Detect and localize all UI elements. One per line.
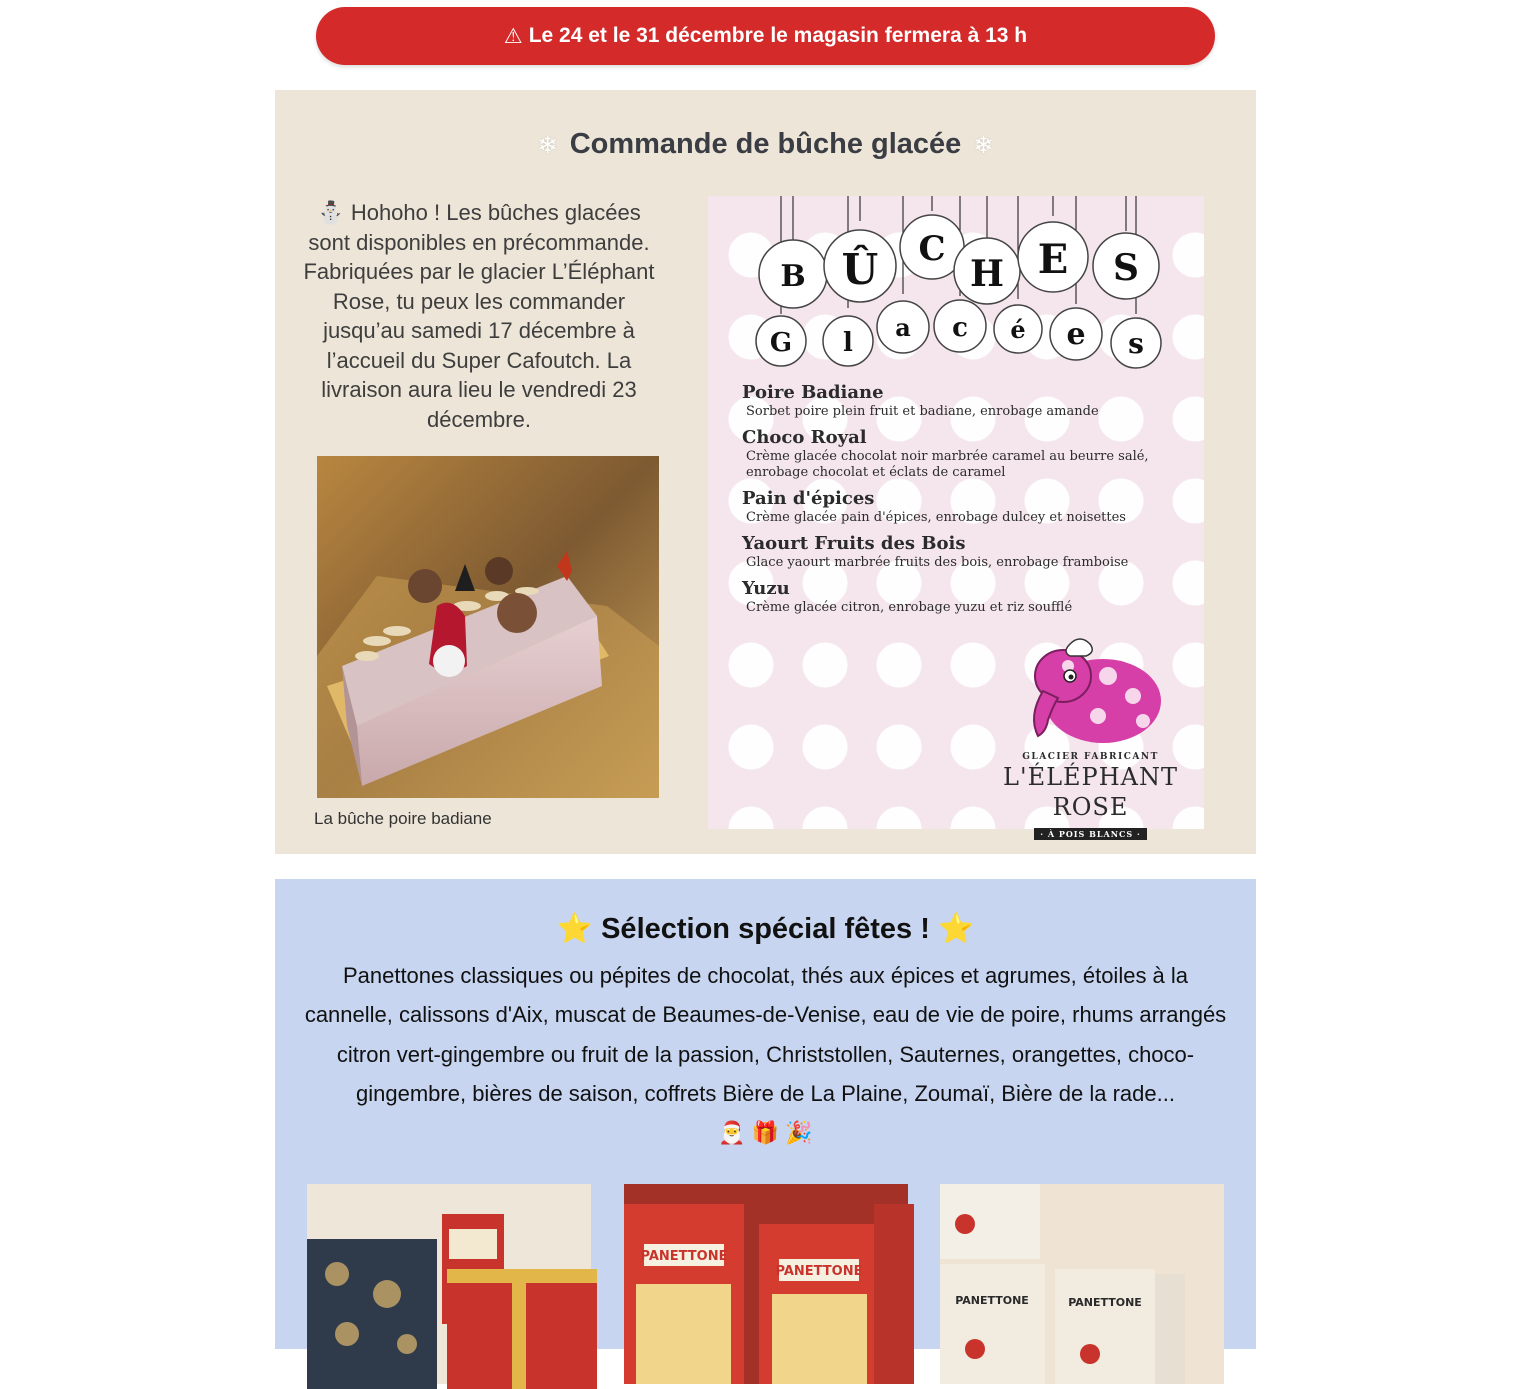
snowflake-icon: ❄ [973, 132, 994, 159]
buche-title-text: Commande de bûche glacée [569, 128, 962, 160]
fetes-description [297, 956, 1234, 1152]
menu-item-name: Poire Badiane [742, 382, 884, 403]
panettone-red-image [624, 1184, 908, 1384]
menu-list [742, 382, 1182, 623]
star-icon: ⭐ [556, 913, 594, 945]
buche-photo [317, 456, 659, 798]
menu-item-desc: Glace yaourt marbrée fruits des bois, enrobage framboise [746, 555, 1129, 570]
svg-text:H: H [969, 253, 1005, 295]
festive-emojis-icon: 🎅 🎁 🎉 [718, 1120, 813, 1146]
buche-section [275, 90, 1256, 854]
svg-text:PANETTONE: PANETTONE [775, 1264, 863, 1279]
menu-item-desc: Sorbet poire plein fruit et badiane, enrobage amande [746, 404, 1099, 419]
buche-description [297, 198, 661, 434]
svg-text:l: l [843, 328, 853, 358]
panettone-gift-image [307, 1184, 591, 1384]
buche-description-text: Hohoho ! Les bûches glacées sont disponibles en précommande. Fabriquées par le glacier L’Éléphant Rose, tu peux les commander jusqu’au samedi 17 décembre à l’accueil du Super Cafoutch. La livraison aura lieu le vendredi 23 décembre. [303, 200, 655, 432]
panettone-tins-image [940, 1184, 1224, 1384]
svg-text:S: S [1113, 247, 1139, 289]
menu-item-desc: Crème glacée citron, enrobage yuzu et riz soufflé [746, 600, 1073, 615]
menu-item [742, 488, 1182, 526]
brand-tag: · À POIS BLANCS · [1034, 828, 1146, 840]
fetes-section [275, 879, 1256, 1349]
buche-title [275, 128, 1256, 161]
brand-maker: GLACIER FABRICANT [1022, 752, 1159, 762]
svg-text:PANETTONE: PANETTONE [640, 1249, 728, 1264]
snowflake-icon: ❄ [537, 132, 558, 159]
menu-item [742, 533, 1182, 571]
svg-text:c: c [952, 313, 968, 343]
ornament-letters [708, 196, 1204, 376]
svg-text:B: B [780, 259, 806, 294]
menu-item-desc: Crème glacée pain d'épices, enrobage dulcey et noisettes [746, 510, 1126, 525]
svg-text:Û: Û [841, 245, 879, 294]
star-icon: ⭐ [937, 913, 975, 945]
menu-item [742, 578, 1182, 616]
elephant-logo-icon [1008, 636, 1178, 756]
menu-item-name: Choco Royal [742, 427, 867, 448]
menu-item-name: Yuzu [742, 578, 790, 599]
menu-item-desc: Crème glacée chocolat noir marbrée caramel au beurre salé, enrobage chocolat et éclats de caramel [746, 449, 1149, 480]
svg-text:a: a [895, 313, 911, 342]
fetes-title-text: Sélection spécial fêtes ! [601, 913, 930, 945]
closing-hours-banner [316, 7, 1215, 65]
svg-text:PANETTONE: PANETTONE [1068, 1296, 1142, 1309]
svg-text:PANETTONE: PANETTONE [955, 1294, 1029, 1307]
warning-icon: ⚠ [503, 24, 523, 48]
menu-item-name: Yaourt Fruits des Bois [742, 533, 966, 554]
brand-name: L'ÉLÉPHANT ROSE [1003, 763, 1178, 821]
buche-menu-card [708, 196, 1204, 839]
product-photo-panettone-gift [307, 1184, 591, 1384]
svg-text:E: E [1037, 236, 1069, 283]
snowman-icon: ⛄ [317, 200, 345, 225]
buche-photo-caption: La bûche poire badiane [314, 809, 492, 828]
svg-text:e: e [1066, 317, 1086, 352]
glacier-brand [998, 752, 1183, 841]
svg-text:G: G [769, 328, 793, 358]
menu-item [742, 427, 1182, 481]
svg-text:C: C [918, 229, 946, 269]
svg-text:é: é [1010, 315, 1026, 344]
product-photo-panettone-red [624, 1184, 908, 1384]
banner-text: Le 24 et le 31 décembre le magasin fermera à 13 h [528, 24, 1028, 47]
fetes-description-text: Panettones classiques ou pépites de chocolat, thés aux épices et agrumes, étoiles à la cannelle, calissons d'Aix, muscat de Beaumes-de-Venise, eau de vie de poire, rhums arrangés citron vert-gingembre ou fruit de la passion, Christstollen, Sauternes, orangettes, choco-gingembre, bières de saison, coffrets Bière de La Plaine, Zoumaï, Bière de la rade... [304, 963, 1227, 1106]
menu-item-name: Pain d'épices [742, 488, 875, 509]
fetes-title [275, 912, 1256, 946]
product-photo-panettone-tins [940, 1184, 1224, 1384]
svg-text:s: s [1128, 327, 1144, 360]
menu-item [742, 382, 1182, 420]
cake-illustration [317, 456, 659, 798]
